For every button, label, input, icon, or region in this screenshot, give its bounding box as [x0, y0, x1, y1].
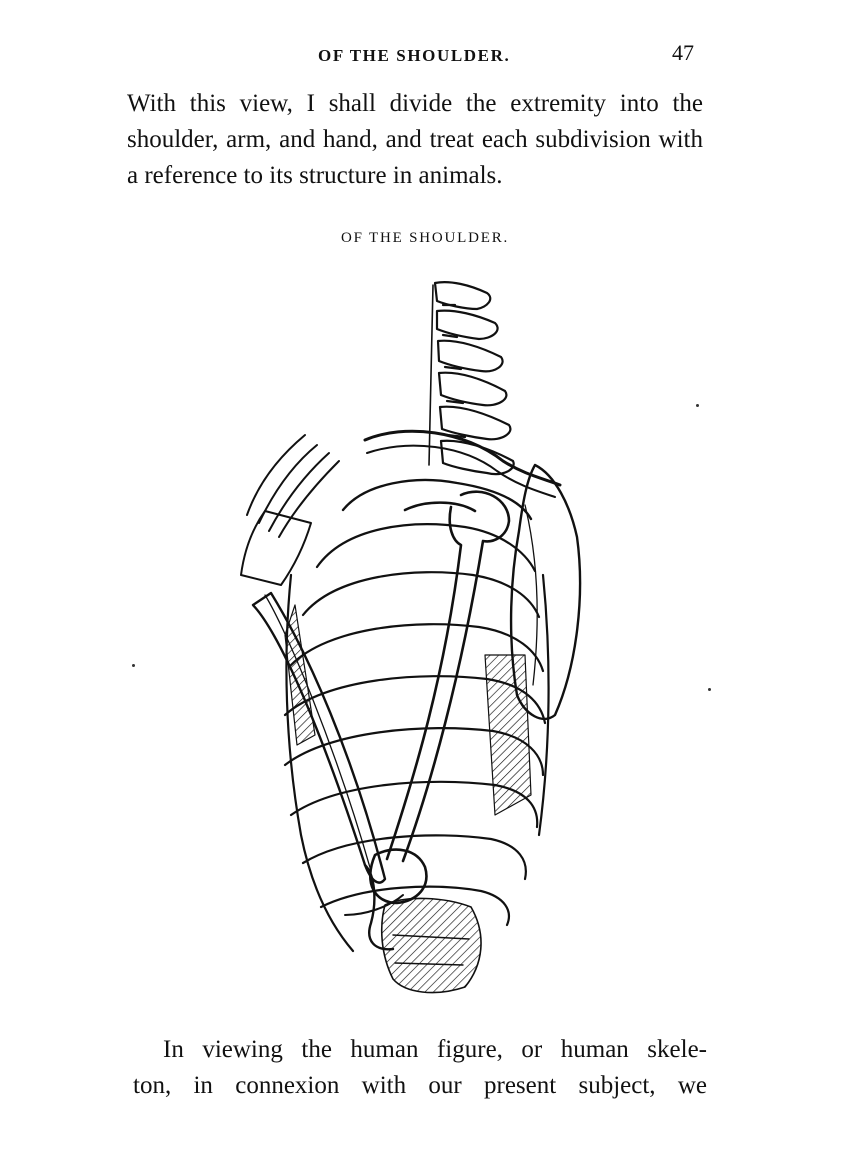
paper-speck: [696, 404, 699, 407]
paper-speck: [708, 688, 711, 691]
skeleton-thorax-icon: [225, 275, 595, 1000]
opening-paragraph: With this view, I shall divide the extremity into the shoulder, arm, and hand, and treat each subdivision with a reference to its structure in animals.: [127, 90, 703, 189]
running-head: OF THE SHOULDER.: [318, 46, 511, 65]
closing-line-1: In viewing the human figure, or human skele-: [163, 1036, 707, 1063]
right-arm: [345, 492, 509, 915]
skeleton-illustration: [225, 275, 595, 1000]
closing-line-2: ton, in connexion with our present subject, we: [133, 1072, 707, 1099]
lumbar-spine: [382, 898, 481, 992]
page-number: 47: [672, 40, 694, 65]
paper-speck: [132, 664, 135, 667]
section-heading: OF THE SHOULDER.: [340, 230, 510, 246]
cervical-spine: [429, 282, 514, 474]
rib-cage: [285, 480, 549, 951]
closing-paragraph: [133, 1032, 707, 1104]
